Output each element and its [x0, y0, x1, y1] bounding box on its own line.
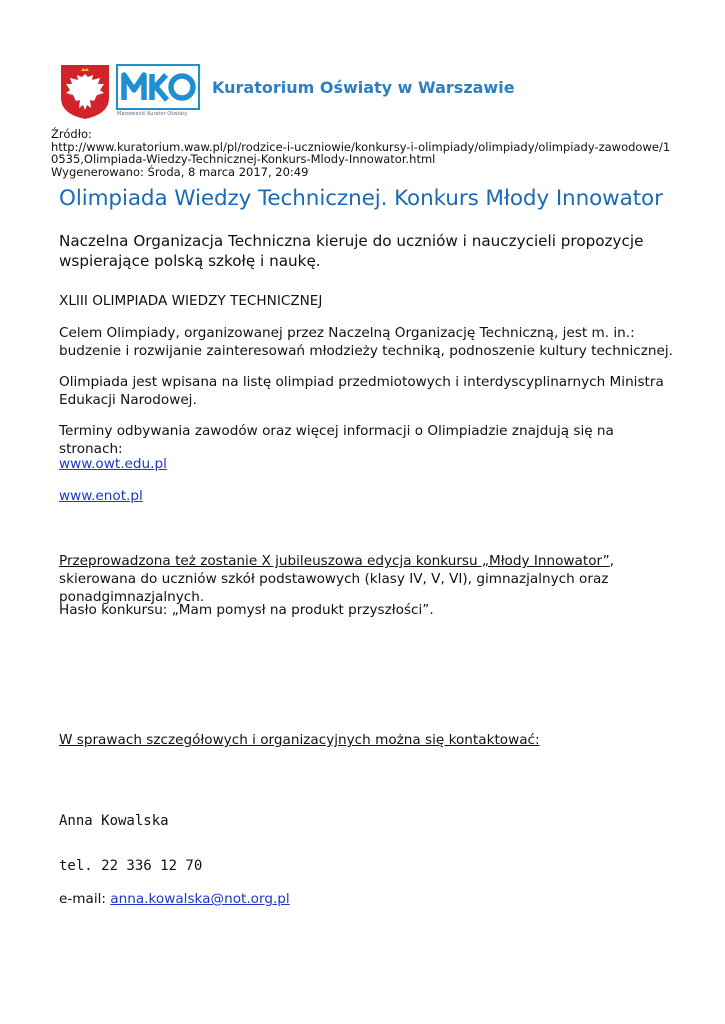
- contest-announcement: Przeprowadzona też zostanie X jubileuszowa edycja konkursu „Młody Innowator”: [59, 553, 610, 569]
- page-header: [60, 64, 680, 120]
- link-owt[interactable]: www.owt.edu.pl: [59, 456, 167, 472]
- paragraph-goals: Celem Olimpiady, organizowanej przez Naczelną Organizację Techniczną, jest m. in.: budzenie i rozwijanie zainteresowań młodzieży techniką, podnoszenie kultury technicznej.: [59, 325, 673, 359]
- intro-paragraph: Naczelna Organizacja Techniczna kieruje do uczniów i nauczycieli propozycje wspierające polską szkołę i naukę.: [59, 232, 644, 270]
- contact-phone: tel. 22 336 12 70: [59, 858, 203, 874]
- link-enot-container: [59, 487, 674, 505]
- contact-heading-text: W sprawach szczegółowych i organizacyjnych można się kontaktować:: [59, 732, 540, 748]
- source-metadata: [51, 128, 711, 178]
- link-owt-container: [59, 455, 674, 473]
- contest-audience: , skierowana do uczniów szkół podstawowych (klasy IV, V, VI), gimnazjalnych oraz ponadgimnazjalnych.: [59, 553, 615, 605]
- source-url-line1[interactable]: http://www.kuratorium.waw.pl/pl/rodzice-i-uczniowie/konkursy-i-olimpiady/olimpiady/olimpiady-zawodowe/1: [51, 139, 671, 154]
- link-enot[interactable]: www.enot.pl: [59, 488, 143, 504]
- paragraph-contest: [59, 552, 674, 606]
- olympiad-heading: XLIII OLIMPIADA WIEDZY TECHNICZNEJ: [59, 293, 323, 309]
- contact-heading: [59, 731, 674, 749]
- paragraph-list-status: Olimpiada jest wpisana na listę olimpiad przedmiotowych i interdyscyplinarnych Ministra Edukacji Narodowej.: [59, 374, 664, 408]
- source-label: Źródło:: [51, 127, 92, 141]
- mko-logo: [116, 64, 200, 110]
- paragraph-dates-info: Terminy odbywania zawodów oraz więcej informacji o Olimpiadzie znajdują się na stronach:: [59, 423, 614, 457]
- polish-eagle-emblem-icon: [60, 64, 110, 120]
- paragraph-motto: Hasło konkursu: „Mam pomysł na produkt przyszłości”.: [59, 602, 434, 618]
- contact-name: Anna Kowalska: [59, 813, 169, 829]
- source-url-line2[interactable]: 0535,Olimpiada-Wiedzy-Technicznej-Konkurs-Mlody-Innowator.html: [51, 152, 436, 166]
- email-link[interactable]: anna.kowalska@not.org.pl: [110, 891, 290, 907]
- page-title: Olimpiada Wiedzy Technicznej. Konkurs Młody Innowator: [59, 186, 663, 211]
- contact-email-line: [59, 890, 674, 908]
- logo-caption: Mazowiecki Kurator Oświaty: [117, 111, 188, 117]
- generated-timestamp: Wygenerowano: Środa, 8 marca 2017, 20:49: [51, 164, 309, 179]
- mko-logo-mark-icon: [118, 66, 198, 108]
- email-label: e-mail:: [59, 891, 111, 907]
- brand-name: Kuratorium Oświaty w Warszawie: [212, 78, 515, 97]
